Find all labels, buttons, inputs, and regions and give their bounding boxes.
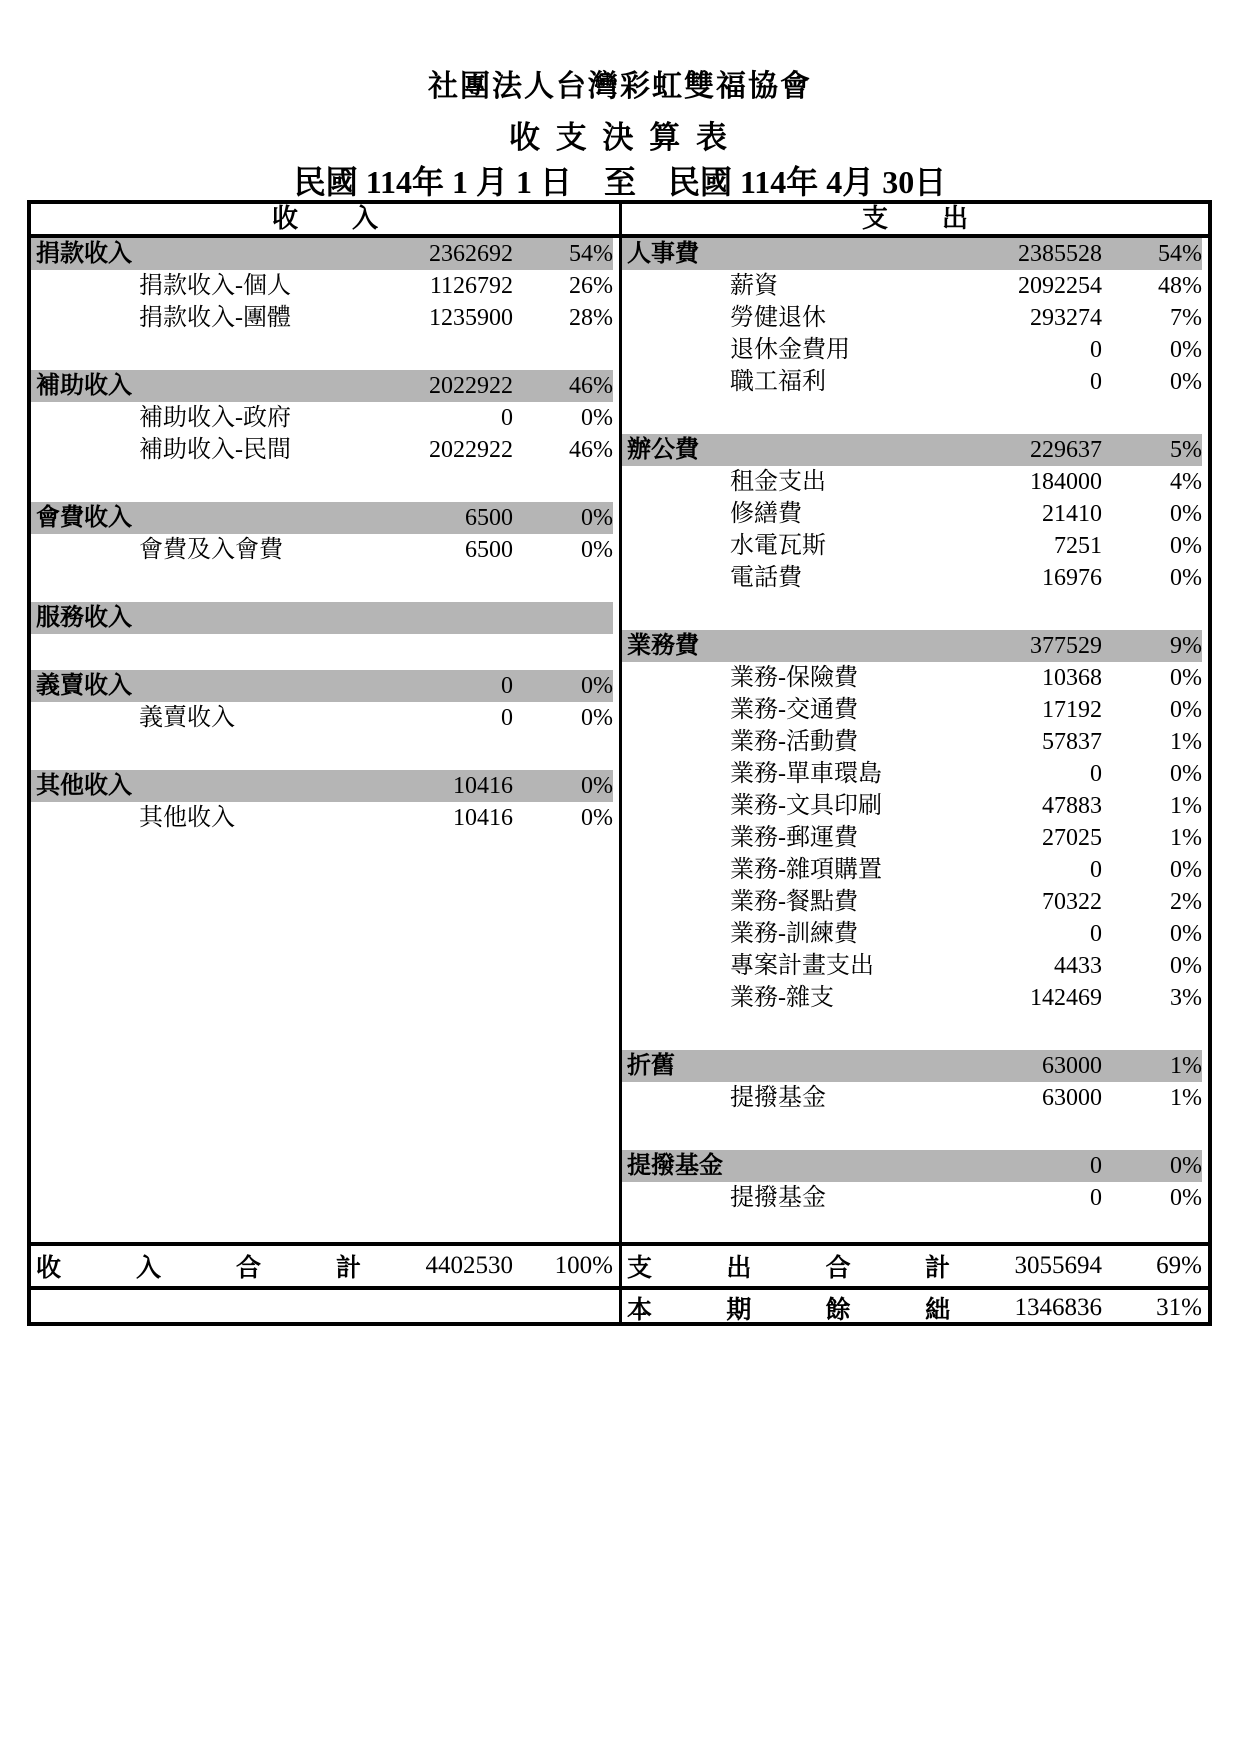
row-label: 勞健退休 (730, 305, 826, 331)
table-row (622, 662, 1202, 694)
row-amount: 63000 (1042, 1053, 1102, 1079)
table-row (622, 758, 1202, 790)
row-percent: 0% (1170, 665, 1202, 691)
row-amount: 0 (1090, 761, 1102, 787)
row-amount: 0 (1090, 337, 1102, 363)
expense-header-cell (619, 204, 1208, 234)
row-label: 業務-餐點費 (730, 889, 858, 915)
row-percent: 46% (569, 437, 613, 463)
row-label: 業務-郵運費 (730, 825, 858, 851)
row-amount: 6500 (465, 537, 513, 563)
row-label: 義賣收入 (139, 705, 235, 731)
expense-total-percent: 69% (1156, 1252, 1202, 1279)
table-row (622, 530, 1202, 562)
table-row (31, 270, 613, 302)
row-label: 捐款收入-個人 (139, 273, 291, 299)
row-amount: 1235900 (429, 305, 513, 331)
row-percent: 0% (1170, 369, 1202, 395)
balance-row (31, 1286, 1208, 1322)
row-amount: 63000 (1042, 1085, 1102, 1111)
table-row (622, 854, 1202, 886)
table-row (622, 918, 1202, 950)
row-percent: 28% (569, 305, 613, 331)
table-row (622, 594, 1202, 630)
row-label: 業務-交通費 (730, 697, 858, 723)
row-label: 其他收入 (36, 773, 132, 799)
row-percent: 1% (1170, 729, 1202, 755)
table-row (622, 1050, 1202, 1082)
row-amount: 10416 (453, 805, 513, 831)
row-amount: 184000 (1030, 469, 1102, 495)
balance-percent: 31% (1156, 1294, 1202, 1321)
row-percent: 0% (581, 405, 613, 431)
table-row (622, 1014, 1202, 1050)
row-percent: 48% (1158, 273, 1202, 299)
table-row (622, 790, 1202, 822)
row-percent: 4% (1170, 469, 1202, 495)
row-percent: 1% (1170, 793, 1202, 819)
table-row (622, 270, 1202, 302)
table-row (622, 466, 1202, 498)
row-percent: 1% (1170, 1085, 1202, 1111)
row-label: 補助收入-政府 (139, 405, 291, 431)
row-percent: 7% (1170, 305, 1202, 331)
row-percent: 0% (1170, 337, 1202, 363)
document-header (0, 0, 1240, 198)
table-row (622, 434, 1202, 466)
row-amount: 17192 (1042, 697, 1102, 723)
row-amount: 70322 (1042, 889, 1102, 915)
table-row (31, 238, 613, 270)
row-percent: 46% (569, 373, 613, 399)
table-row (622, 1182, 1202, 1214)
row-amount: 0 (1090, 857, 1102, 883)
table-row (622, 1114, 1202, 1150)
row-label: 租金支出 (730, 469, 826, 495)
row-percent: 1% (1170, 1053, 1202, 1079)
row-label: 專案計畫支出 (730, 953, 874, 979)
row-amount: 2385528 (1018, 241, 1102, 267)
row-percent: 3% (1170, 985, 1202, 1011)
row-label: 職工福利 (730, 369, 826, 395)
row-amount: 0 (501, 705, 513, 731)
row-label: 電話費 (730, 565, 802, 591)
row-amount: 10368 (1042, 665, 1102, 691)
table-row (622, 1150, 1202, 1182)
table-row (31, 802, 613, 834)
row-label: 業務-訓練費 (730, 921, 858, 947)
report-title: 收 支 決 算 表 (509, 120, 731, 155)
table-row (31, 734, 613, 770)
income-header-cell (31, 204, 619, 234)
income-total-label: 收 入 合 計 (36, 1255, 361, 1282)
row-amount: 16976 (1042, 565, 1102, 591)
table-body (31, 238, 1208, 1242)
income-header-label: 收 入 (271, 204, 379, 233)
row-amount: 0 (501, 405, 513, 431)
table-row (31, 566, 613, 602)
table-row (622, 630, 1202, 662)
table-row (31, 634, 613, 670)
income-expense-table (27, 200, 1212, 1326)
row-percent: 0% (1170, 533, 1202, 559)
row-label: 水電瓦斯 (730, 533, 826, 559)
row-percent: 1% (1170, 825, 1202, 851)
row-label: 業務-活動費 (730, 729, 858, 755)
balance-amount: 1346836 (1014, 1294, 1102, 1321)
table-row (31, 402, 613, 434)
balance-cell (619, 1290, 1208, 1322)
income-panel (31, 238, 619, 1242)
row-label: 捐款收入-團體 (139, 305, 291, 331)
table-row (31, 602, 613, 634)
row-percent: 0% (581, 705, 613, 731)
expense-header-label: 支 出 (861, 204, 969, 233)
table-row (31, 670, 613, 702)
report-period: 民國 114年 1 月 1 日 至 民國 114年 4月 30日 (293, 164, 947, 200)
row-percent: 0% (1170, 501, 1202, 527)
row-amount: 47883 (1042, 793, 1102, 819)
row-label: 補助收入 (36, 373, 132, 399)
table-row (622, 950, 1202, 982)
table-row (622, 398, 1202, 434)
balance-label: 本 期 餘 絀 (627, 1297, 950, 1324)
row-amount: 7251 (1054, 533, 1102, 559)
row-percent: 26% (569, 273, 613, 299)
row-percent: 0% (1170, 761, 1202, 787)
row-amount: 2022922 (429, 373, 513, 399)
row-percent: 2% (1170, 889, 1202, 915)
row-amount: 0 (1090, 921, 1102, 947)
row-amount: 1126792 (429, 273, 513, 299)
row-percent: 9% (1170, 633, 1202, 659)
row-label: 辦公費 (627, 437, 699, 463)
row-label: 捐款收入 (36, 241, 132, 267)
row-percent: 0% (581, 673, 613, 699)
table-row (622, 982, 1202, 1014)
table-row (31, 434, 613, 466)
row-percent: 0% (1170, 1153, 1202, 1179)
table-row (31, 334, 613, 370)
table-row (31, 370, 613, 402)
row-amount: 2022922 (429, 437, 513, 463)
row-label: 服務收入 (36, 605, 132, 631)
expense-total-amount: 3055694 (1014, 1252, 1102, 1279)
row-label: 會費收入 (36, 505, 132, 531)
row-percent: 54% (1158, 241, 1202, 267)
table-row (622, 562, 1202, 594)
row-percent: 0% (581, 773, 613, 799)
table-row (622, 498, 1202, 530)
row-label: 修繕費 (730, 501, 802, 527)
row-amount: 377529 (1030, 633, 1102, 659)
row-label: 其他收入 (139, 805, 235, 831)
row-percent: 0% (1170, 953, 1202, 979)
table-row (622, 694, 1202, 726)
row-percent: 0% (581, 805, 613, 831)
row-label: 人事費 (627, 241, 699, 267)
table-row (31, 466, 613, 502)
row-amount: 0 (1090, 1185, 1102, 1211)
table-row (31, 770, 613, 802)
table-row (622, 366, 1202, 398)
row-amount: 57837 (1042, 729, 1102, 755)
row-label: 補助收入-民間 (139, 437, 291, 463)
totals-row (31, 1242, 1208, 1286)
row-amount: 0 (1090, 1153, 1102, 1179)
row-label: 會費及入會費 (139, 537, 283, 563)
row-label: 提撥基金 (730, 1185, 826, 1211)
row-amount: 0 (501, 673, 513, 699)
row-label: 業務-文具印刷 (730, 793, 882, 819)
table-row (31, 534, 613, 566)
table-column-headers (31, 204, 1208, 238)
table-row (31, 502, 613, 534)
row-label: 業務-雜支 (730, 985, 834, 1011)
table-row (622, 238, 1202, 270)
row-amount: 10416 (453, 773, 513, 799)
table-row (622, 822, 1202, 854)
row-percent: 0% (1170, 857, 1202, 883)
row-label: 退休金費用 (730, 337, 850, 363)
row-percent: 5% (1170, 437, 1202, 463)
row-label: 薪資 (730, 273, 778, 299)
expense-total-label: 支 出 合 計 (627, 1255, 950, 1282)
row-amount: 4433 (1054, 953, 1102, 979)
row-label: 提撥基金 (627, 1153, 723, 1179)
row-amount: 142469 (1030, 985, 1102, 1011)
row-label: 業務-單車環島 (730, 761, 882, 787)
income-total-amount: 4402530 (425, 1252, 513, 1279)
row-amount: 0 (1090, 369, 1102, 395)
row-percent: 0% (581, 537, 613, 563)
row-amount: 229637 (1030, 437, 1102, 463)
row-amount: 2362692 (429, 241, 513, 267)
row-amount: 2092254 (1018, 273, 1102, 299)
income-total-percent: 100% (554, 1252, 613, 1279)
table-row (622, 1082, 1202, 1114)
table-row (622, 334, 1202, 366)
table-row (622, 886, 1202, 918)
table-row (622, 726, 1202, 758)
row-label: 業務費 (627, 633, 699, 659)
row-label: 業務-雜項購置 (730, 857, 882, 883)
row-amount: 21410 (1042, 501, 1102, 527)
table-row (622, 302, 1202, 334)
row-percent: 0% (1170, 565, 1202, 591)
expense-panel (619, 238, 1208, 1242)
row-percent: 0% (581, 505, 613, 531)
row-amount: 6500 (465, 505, 513, 531)
expense-total-cell (619, 1246, 1208, 1286)
row-amount: 27025 (1042, 825, 1102, 851)
table-row (31, 302, 613, 334)
row-amount: 293274 (1030, 305, 1102, 331)
row-percent: 0% (1170, 697, 1202, 723)
table-row (31, 702, 613, 734)
balance-empty-cell (31, 1290, 619, 1322)
organization-title: 社團法人台灣彩虹雙福協會 (428, 70, 812, 103)
row-label: 業務-保險費 (730, 665, 858, 691)
income-total-cell (31, 1246, 619, 1286)
row-label: 折舊 (627, 1053, 675, 1079)
row-label: 提撥基金 (730, 1085, 826, 1111)
row-percent: 0% (1170, 1185, 1202, 1211)
row-percent: 0% (1170, 921, 1202, 947)
row-label: 義賣收入 (36, 673, 132, 699)
row-percent: 54% (569, 241, 613, 267)
